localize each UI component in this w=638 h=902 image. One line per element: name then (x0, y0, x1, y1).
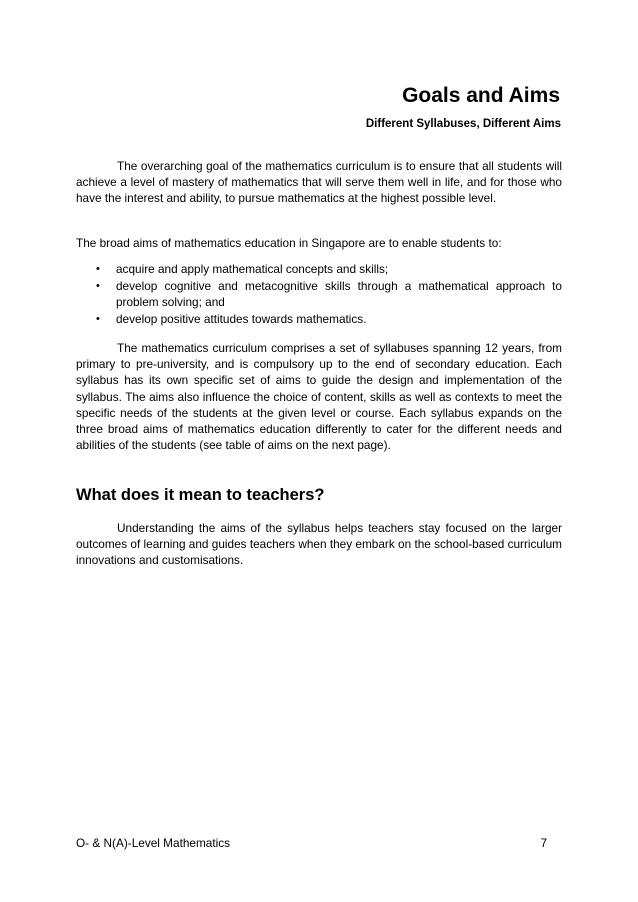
aim-text: develop positive attitudes towards mathematics. (116, 312, 367, 327)
page-title: Goals and Aims (402, 84, 560, 107)
footer-document-name: O- & N(A)-Level Mathematics (76, 836, 231, 850)
goal-paragraph: The overarching goal of the mathematics curriculum is to ensure that all students will achieve a level of mastery of mathematics that will serve them well in life, and for those who have the interest and ability, to pursue mathematics at the highest possible level. (76, 159, 562, 206)
list-item (76, 278, 562, 310)
aims-list (76, 261, 562, 328)
list-item (76, 311, 562, 327)
aim-text: acquire and apply mathematical concepts and skills; (116, 262, 389, 276)
aim-text: develop cognitive and metacognitive skills through a mathematical approach to problem solving; and (116, 279, 562, 310)
footer-page-number: 7 (540, 836, 547, 850)
bullet-icon: • (96, 263, 100, 275)
bullet-icon: • (96, 313, 100, 326)
teachers-paragraph: Understanding the aims of the syllabus helps teachers stay focused on the larger outcomes of learning and guides teachers when they embark on the school-based curriculum innovations and customisations. (76, 521, 562, 568)
list-item (76, 261, 562, 277)
bullet-icon: • (96, 280, 100, 292)
curriculum-paragraph: The mathematics curriculum comprises a set of syllabuses spanning 12 years, from primary to pre-university, and is compulsory up to the end of secondary education. Each syllabus has its own specific set of aims to guide the design and implementation of the syllabus. The aims also influence the choice of content, skills as well as contexts to meet the specific needs of the students at the given level or course. Each syllabus expands on the three broad aims of mathematics education differently to cater for the different needs and abilities of the students (see table of aims on the next page). (76, 341, 562, 453)
aims-intro-paragraph: The broad aims of mathematics education in Singapore are to enable students to: (76, 236, 502, 250)
section-heading: What does it mean to teachers? (76, 486, 325, 504)
page-subtitle: Different Syllabuses, Different Aims (365, 118, 561, 130)
